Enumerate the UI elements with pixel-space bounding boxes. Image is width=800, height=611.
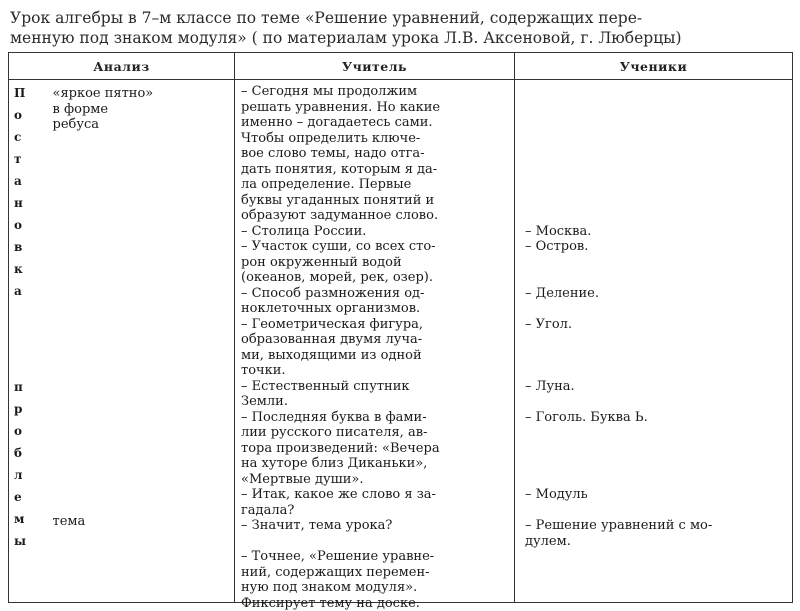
table-header-row — [9, 53, 793, 80]
teacher-text-line: ний, содержащих перемен- — [241, 565, 430, 581]
lesson-table — [8, 52, 793, 603]
stage-column — [9, 80, 45, 603]
teacher-text-line: – Способ размножения од- — [241, 286, 424, 302]
teacher-text-line: дать понятия, которым я да- — [241, 162, 437, 178]
student-answer-line: – Москва. — [525, 224, 591, 240]
students-column — [515, 80, 793, 603]
stage-letter: р — [14, 402, 22, 416]
stage-letter: е — [14, 490, 22, 504]
stage-letter: а — [14, 284, 22, 298]
teacher-text-line: буквы угаданных понятий и — [241, 193, 434, 209]
analysis-column — [45, 80, 235, 603]
header-analysis: Анализ — [9, 53, 235, 80]
teacher-text-line: Земли. — [241, 394, 288, 410]
stage-letter: т — [14, 152, 21, 166]
title-line: менную под знаком модуля» ( по материалам урока Л.В. Аксеновой, г. Люберцы) — [10, 28, 794, 48]
teacher-text-line: – Естественный спутник — [241, 379, 410, 395]
stage-letter: о — [14, 424, 22, 438]
student-answer-line: – Гоголь. Буква Ь. — [525, 410, 648, 426]
teacher-text-line: Чтобы определить ключе- — [241, 131, 420, 147]
students-cell — [515, 80, 792, 602]
document-title — [10, 8, 794, 48]
title-line: Урок алгебры в 7–м классе по теме «Решение уравнений, содержащих пере- — [10, 8, 794, 28]
teacher-text-line: – Геометрическая фигура, — [241, 317, 423, 333]
stage-letter: о — [14, 218, 22, 232]
teacher-text-line: ную под знаком модуля». — [241, 580, 417, 596]
stage-letter: в — [14, 240, 22, 254]
teacher-text-line: образованная двумя луча- — [241, 332, 422, 348]
teacher-cell — [235, 80, 514, 602]
stage-letter: п — [14, 380, 23, 394]
analysis-line: тема — [53, 514, 86, 530]
student-answer-line: – Деление. — [525, 286, 599, 302]
teacher-text-line: ла определение. Первые — [241, 177, 411, 193]
teacher-text-line: точки. — [241, 363, 286, 379]
student-answer-line: – Модуль — [525, 487, 588, 503]
teacher-text-line: вое слово темы, надо отга- — [241, 146, 425, 162]
teacher-text-line: – Сегодня мы продолжим — [241, 84, 417, 100]
stage-letter: а — [14, 174, 22, 188]
header-teacher: Учитель — [235, 53, 515, 80]
analysis-item-rebus — [53, 86, 154, 133]
stage-letter: б — [14, 446, 22, 460]
teacher-text-line: «Мертвые души». — [241, 472, 363, 488]
student-answer-line: дулем. — [525, 534, 571, 550]
teacher-text-line: – Последняя буква в фами- — [241, 410, 427, 426]
stage-letter: ы — [14, 534, 26, 548]
teacher-text-line: – Участок суши, со всех сто- — [241, 239, 436, 255]
student-answer-line: – Остров. — [525, 239, 588, 255]
stage-letter: к — [14, 262, 23, 276]
teacher-text-line: тора произведений: «Вечера — [241, 441, 440, 457]
lesson-table-wrap — [8, 52, 792, 600]
teacher-text-line: на хуторе близ Диканьки», — [241, 456, 427, 472]
student-answer-line: – Луна. — [525, 379, 575, 395]
stage-letter: м — [14, 512, 24, 526]
teacher-text-line: Фиксирует тему на доске. — [241, 596, 420, 611]
teacher-text-line: рон окруженный водой — [241, 255, 402, 271]
teacher-text-line: решать уравнения. Но какие — [241, 100, 440, 116]
student-answer-line: – Решение уравнений с мо- — [525, 518, 712, 534]
stage-letter: с — [14, 130, 21, 144]
teacher-text-line: ноклеточных организмов. — [241, 301, 420, 317]
teacher-text-line: гадала? — [241, 503, 294, 519]
teacher-text-line: – Столица России. — [241, 224, 366, 240]
vertical-stage-label — [9, 80, 45, 602]
teacher-text-line: (океанов, морей, рек, озер). — [241, 270, 433, 286]
teacher-text-line: ми, выходящими из одной — [241, 348, 422, 364]
teacher-column — [235, 80, 515, 603]
stage-letter: н — [14, 196, 23, 210]
table-row — [9, 80, 793, 603]
teacher-text-line: именно – догадаетесь сами. — [241, 115, 433, 131]
teacher-text-line: – Точнее, «Решение уравне- — [241, 549, 434, 565]
stage-letter: о — [14, 108, 22, 122]
stage-letter: л — [14, 468, 22, 482]
analysis-line: в форме — [53, 102, 154, 118]
teacher-text-line: лии русского писателя, ав- — [241, 425, 427, 441]
analysis-cell — [45, 80, 235, 602]
teacher-text-line: – Итак, какое же слово я за- — [241, 487, 436, 503]
analysis-item-topic — [53, 514, 86, 530]
analysis-line: «яркое пятно» — [53, 86, 154, 102]
student-answer-line: – Угол. — [525, 317, 572, 333]
header-students: Ученики — [515, 53, 793, 80]
teacher-text-line: образуют задуманное слово. — [241, 208, 438, 224]
teacher-text-line: – Значит, тема урока? — [241, 518, 392, 534]
analysis-line: ребуса — [53, 117, 154, 133]
stage-letter: П — [14, 86, 25, 100]
